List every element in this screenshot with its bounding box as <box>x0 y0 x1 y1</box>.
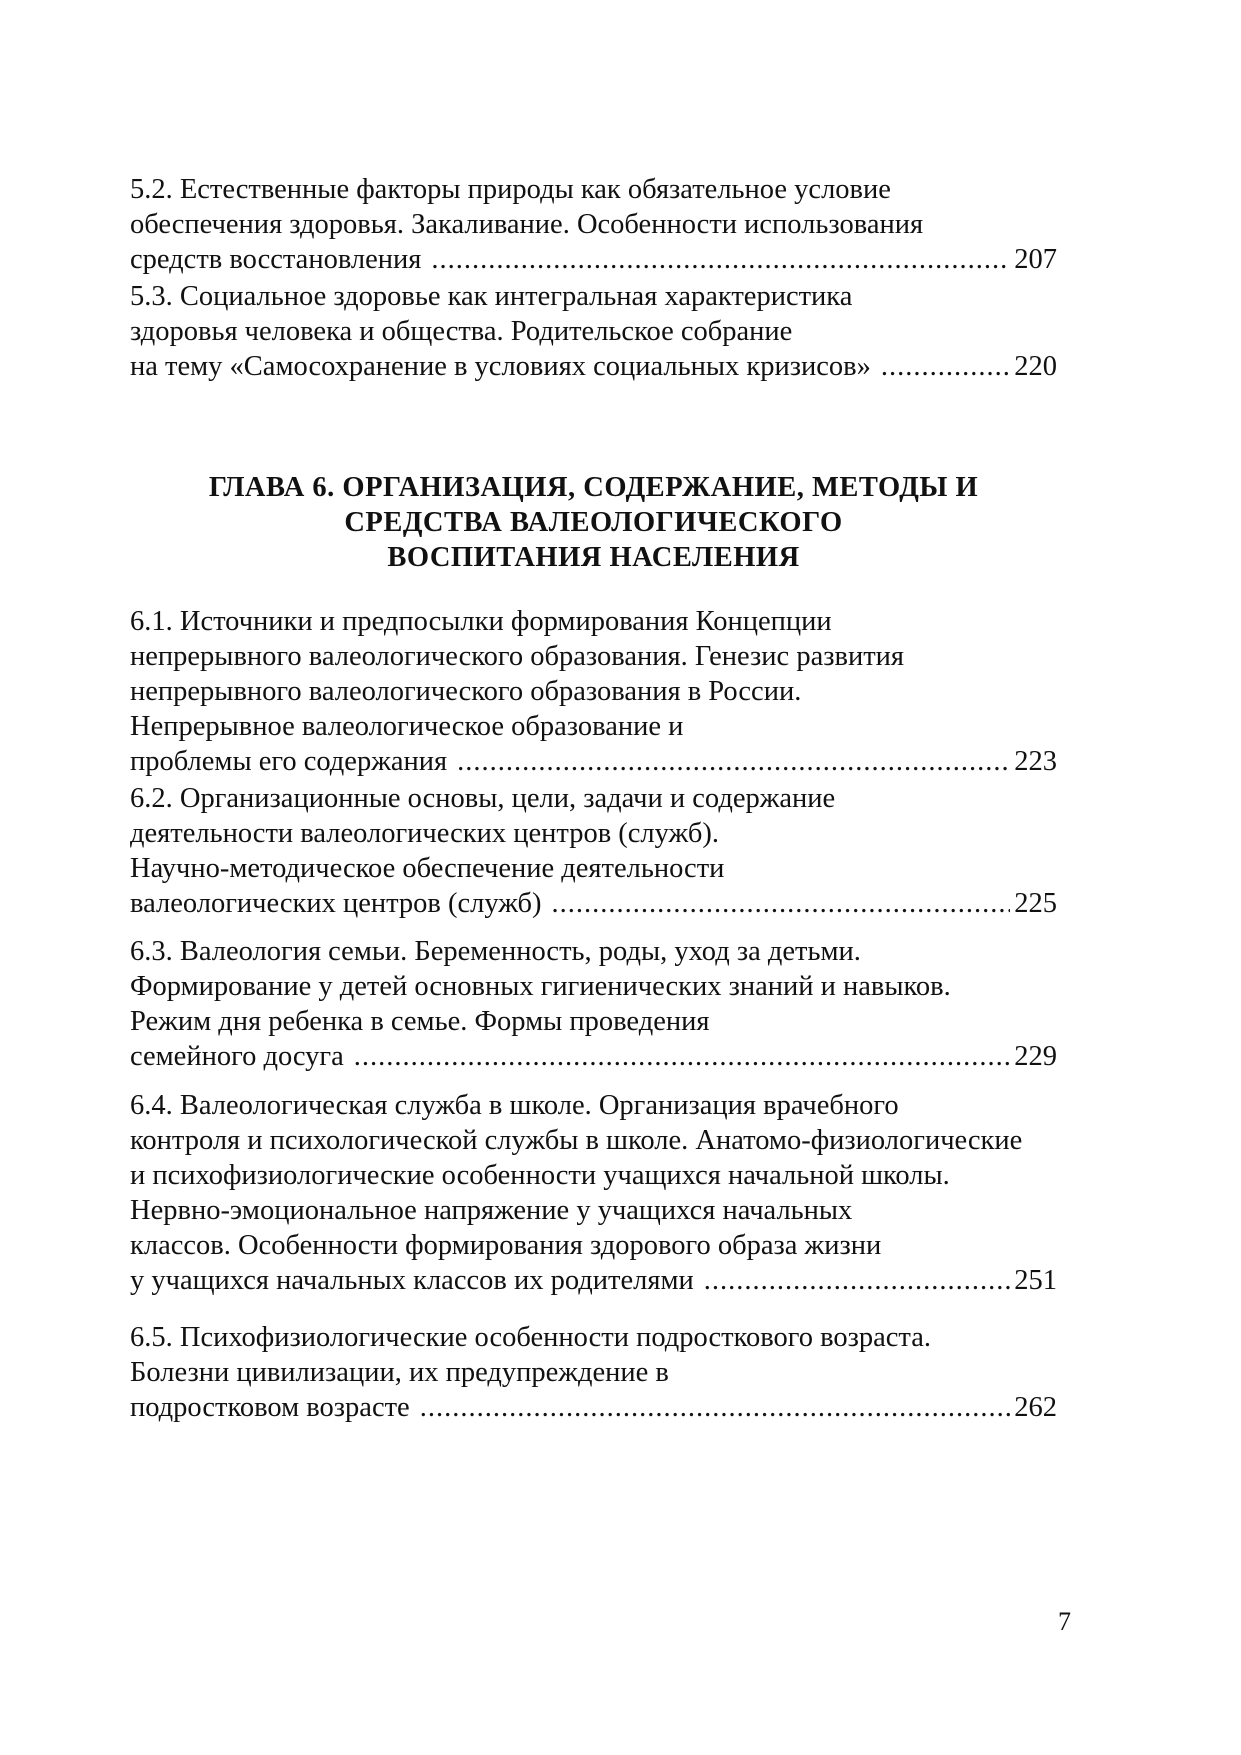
dot-leader <box>354 1039 1010 1074</box>
dot-leader <box>457 744 1010 779</box>
toc-entry-last-line <box>130 1263 1057 1298</box>
dot-leader <box>881 349 1010 384</box>
toc-page-number: 262 <box>1014 1392 1057 1423</box>
toc-entry-6-4 <box>130 1088 1057 1298</box>
toc-entry-line: контроля и психологической службы в школе. Анатомо-физиологические <box>130 1125 1023 1156</box>
chapter-heading-line: ВОСПИТАНИЯ НАСЕЛЕНИЯ <box>387 542 800 573</box>
toc-entry-line: Научно-методическое обеспечение деятельности <box>130 853 725 884</box>
chapter-heading-line: СРЕДСТВА ВАЛЕОЛОГИЧЕСКОГО <box>344 507 843 538</box>
toc-entry-line: непрерывного валеологического образования в России. <box>130 676 802 707</box>
toc-entry-last-line <box>130 744 1057 779</box>
toc-entry-line: здоровья человека и общества. Родительское собрание <box>130 316 793 347</box>
toc-entry-5-3 <box>130 279 1057 384</box>
toc-entry-line: на тему «Самосохранение в условиях социальных кризисов» <box>130 351 871 382</box>
toc-page-number: 223 <box>1014 746 1057 777</box>
toc-page-number: 207 <box>1014 244 1057 275</box>
dot-leader <box>704 1263 1011 1298</box>
toc-entry-line: средств восстановления <box>130 244 422 275</box>
toc-entry-last-line <box>130 1039 1057 1074</box>
toc-entry-line: и психофизиологические особенности учащихся начальной школы. <box>130 1160 950 1191</box>
toc-entry-line: непрерывного валеологического образования. Генезис развития <box>130 641 905 672</box>
toc-entry-line: Режим дня ребенка в семье. Формы проведения <box>130 1006 710 1037</box>
toc-entry-last-line <box>130 242 1057 277</box>
toc-entry-line: обеспечения здоровья. Закаливание. Особенности использования <box>130 209 924 240</box>
toc-entry-line: семейного досуга <box>130 1041 344 1072</box>
toc-entry-line: у учащихся начальных классов их родителями <box>130 1265 694 1296</box>
dot-leader <box>552 886 1011 921</box>
toc-entry-line: деятельности валеологических центров (служб). <box>130 818 719 849</box>
toc-entry-line: Непрерывное валеологическое образование и <box>130 711 684 742</box>
toc-entry-line: проблемы его содержания <box>130 746 448 777</box>
dot-leader <box>431 242 1010 277</box>
toc-entry-6-2 <box>130 781 1057 921</box>
toc-entry-line: подростковом возрасте <box>130 1392 410 1423</box>
toc-entry-line: 6.4. Валеологическая служба в школе. Организация врачебного <box>130 1090 899 1121</box>
toc-entry-line: Формирование у детей основных гигиенических знаний и навыков. <box>130 971 951 1002</box>
toc-entry-line: 5.3. Социальное здоровье как интегральная характеристика <box>130 281 853 312</box>
page-number: 7 <box>1058 1607 1071 1636</box>
toc-entry-line: 6.3. Валеология семьи. Беременность, роды, уход за детьми. <box>130 936 861 967</box>
toc-entry-line: 5.2. Естественные факторы природы как обязательное условие <box>130 174 891 205</box>
toc-page-number: 225 <box>1014 888 1057 919</box>
toc-entry-last-line <box>130 349 1057 384</box>
toc-entry-last-line <box>130 886 1057 921</box>
chapter-heading-line: ГЛАВА 6. ОРГАНИЗАЦИЯ, СОДЕРЖАНИЕ, МЕТОДЫ И <box>208 472 979 503</box>
toc-page-number: 220 <box>1014 351 1057 382</box>
toc-entry-line: Болезни цивилизации, их предупреждение в <box>130 1357 669 1388</box>
toc-entry-line: классов. Особенности формирования здорового образа жизни <box>130 1230 882 1261</box>
toc-entry-line: 6.1. Источники и предпосылки формирования Концепции <box>130 606 832 637</box>
chapter-heading <box>130 470 1057 575</box>
toc-entry-5-2 <box>130 172 1057 277</box>
toc-entry-line: 6.5. Психофизиологические особенности подросткового возраста. <box>130 1322 931 1353</box>
toc-entry-6-1 <box>130 604 1057 779</box>
toc-page-number: 251 <box>1014 1265 1057 1296</box>
toc-entry-line: 6.2. Организационные основы, цели, задачи и содержание <box>130 783 836 814</box>
toc-entry-6-3 <box>130 934 1057 1074</box>
toc-entry-line: валеологических центров (служб) <box>130 888 542 919</box>
toc-page-number: 229 <box>1014 1041 1057 1072</box>
toc-entry-last-line <box>130 1390 1057 1425</box>
dot-leader <box>420 1390 1011 1425</box>
toc-entry-6-5 <box>130 1320 1057 1425</box>
toc-entry-line: Нервно-эмоциональное напряжение у учащихся начальных <box>130 1195 853 1226</box>
